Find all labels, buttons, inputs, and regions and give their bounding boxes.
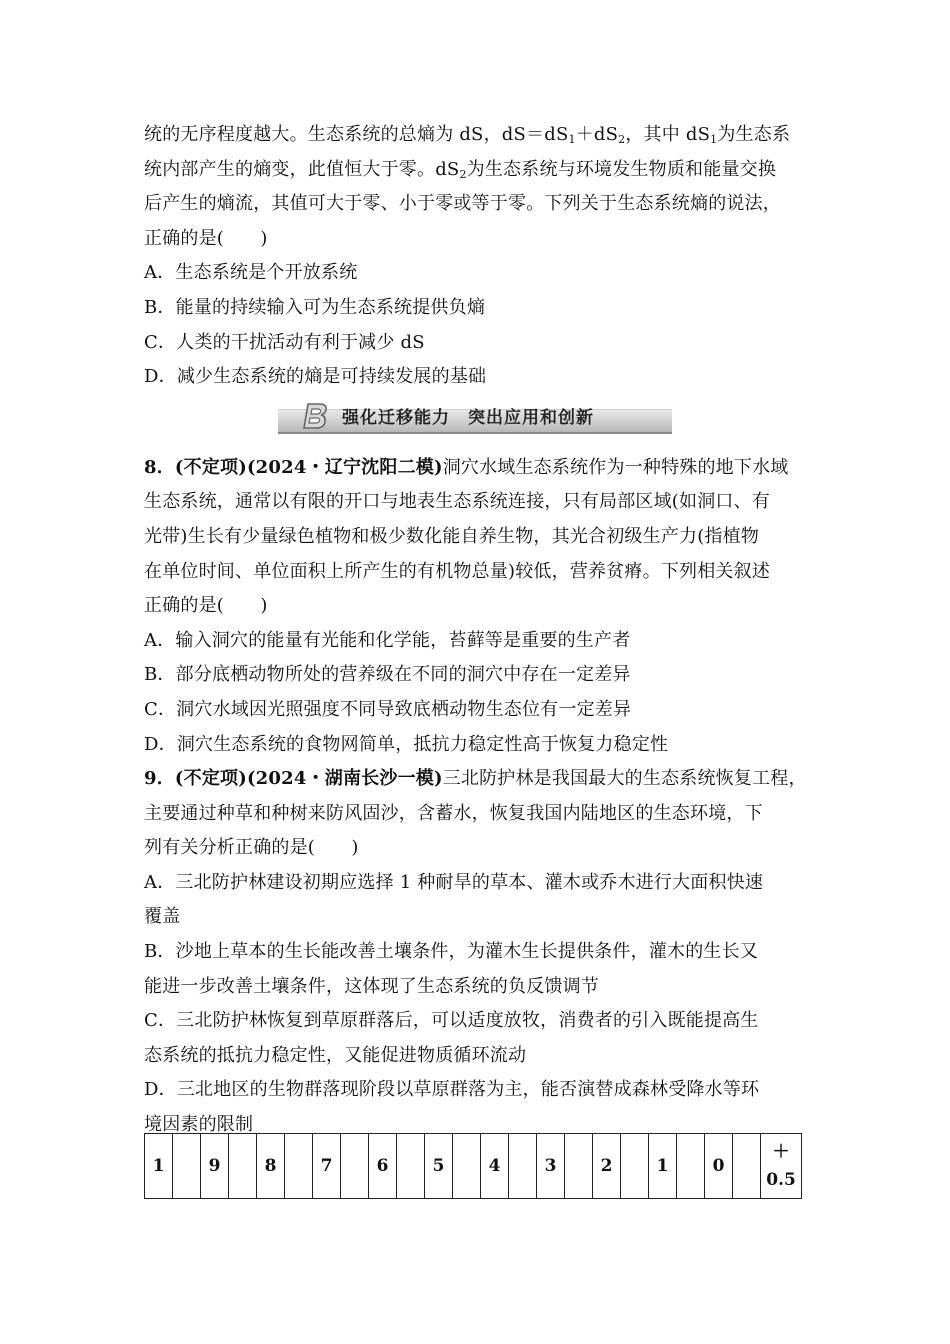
score-cell: 6 [369,1134,397,1199]
q9-option-b-cont: 能进一步改善土壤条件，这体现了生态系统的负反馈调节 [144,975,599,997]
text-span: 为生态系 [717,124,791,145]
score-cell-empty [565,1134,593,1199]
score-cell-empty [509,1134,537,1199]
q8-option-a: A．输入洞穴的能量有光能和化学能，苔藓等是重要的生产者 [144,629,631,651]
section-banner [144,397,814,441]
score-cell-empty [397,1134,425,1199]
text-span: 统内部产生的熵变，此值恒大于零。dS [144,158,460,180]
q8-stem-line-5: 正确的是( ) [144,595,268,617]
q8-stem-line-1 [144,451,814,486]
text-span: 三北防护林是我国最大的生态系统恢复工程， [442,768,807,790]
score-cell-empty [285,1134,313,1199]
page-content [144,118,814,1143]
score-cell: 4 [481,1134,509,1199]
q9-option-d: D．三北地区的生物群落现阶段以草原群落为主，能否演替成森林受降水等环 [144,1079,760,1101]
score-cell: 7 [313,1134,341,1199]
text-span: ＋dS [575,124,619,145]
score-cell-empty [677,1134,705,1199]
text-span: 为生态系统与环境发生物质和能量交换 [466,158,777,180]
subscript: 2 [459,167,467,181]
q9-option-c: C．三北防护林恢复到草原群落后，可以适度放牧，消费者的引入既能提高生 [144,1010,759,1032]
subscript: 1 [568,133,576,146]
q9-stem-line-3: 列有关分析正确的是( ) [144,837,359,859]
q9-option-a: A．三北防护林建设初期应选择 1 种耐旱的草本、灌木或乔木进行大面积快速 [144,871,764,893]
banner-title: 强化迁移能力 突出应用和创新 [342,407,594,428]
half-point: 0.5 [766,1170,796,1190]
q8-option-d: D．洞穴生态系统的食物网简单，抵抗力稳定性高于恢复力稳定性 [144,733,669,755]
q7-stem-line-3: 后产生的熵流，其值可大于零、小于零或等于零。下列关于生态系统熵的说法， [144,193,781,215]
q8-stem-line-2: 生态系统，通常以有限的开口与地表生态系统连接，只有局部区域(如洞口、有 [144,491,771,513]
q7-option-a: A．生态系统是个开放系统 [144,262,358,284]
score-cell: 8 [257,1134,285,1199]
q9-option-b: B．沙地上草本的生长能改善土壤条件，为灌木生长提供条件，灌木的生长又 [144,941,759,963]
plus-sign: ＋ [772,1142,790,1162]
score-cell-plus-half [761,1134,802,1199]
q9-option-a-cont: 覆盖 [144,906,181,928]
q9-label: 9．(不定项)(2024・湖南长沙一模) [144,768,443,790]
score-cell: 1 [145,1134,173,1199]
score-cell: 1 [649,1134,677,1199]
subscript: 2 [618,133,626,146]
q9-option-d-cont: 境因素的限制 [144,1114,254,1136]
score-cell: 5 [425,1134,453,1199]
text-span: 洞穴水域生态系统作为一种特殊的地下水域 [442,456,789,478]
q7-option-c: C．人类的干扰活动有利于减少 dS [144,331,425,353]
score-cell-empty [229,1134,257,1199]
q8-stem-line-4: 在单位时间、单位面积上所产生的有机物总量)较低，营养贫瘠。下列相关叙述 [144,560,771,582]
q7-stem-line-2 [144,153,814,188]
q9-stem-line-2: 主要通过种草和种树来防风固沙，含蓄水，恢复我国内陆地区的生态环境，下 [144,802,763,824]
score-cell: 0 [705,1134,733,1199]
score-cell: 2 [593,1134,621,1199]
q8-option-b: B．部分底栖动物所处的营养级在不同的洞穴中存在一定差异 [144,664,631,686]
q8-stem-line-3: 光带)生长有少量绿色植物和极少数化能自养生物，其光合初级生产力(指植物 [144,525,760,547]
score-cell: 9 [201,1134,229,1199]
q8-option-c: C．洞穴水域因光照强度不同导致底栖动物生态位有一定差异 [144,698,632,720]
letter-b-logo-icon [302,401,330,431]
score-table [144,1133,802,1199]
score-cell-empty [173,1134,201,1199]
q7-stem-line-4: 正确的是( ) [144,227,268,249]
score-cell-empty [621,1134,649,1199]
subscript: 1 [710,133,718,146]
score-cell-empty [341,1134,369,1199]
score-cell-empty [733,1134,761,1199]
text-span: ，其中 dS [625,124,711,145]
q7-option-b: B．能量的持续输入可为生态系统提供负熵 [144,296,486,318]
q7-option-d: D．减少生态系统的熵是可持续发展的基础 [144,366,487,388]
q8-label: 8．(不定项)(2024・辽宁沈阳二模) [144,456,443,478]
score-cell: 3 [537,1134,565,1199]
q7-stem-line-1 [144,118,814,153]
score-row [145,1134,802,1199]
text-span: 统的无序程度越大。生态系统的总熵为 dS，dS＝dS [144,124,569,145]
q9-option-c-cont: 态系统的抵抗力稳定性，又能促进物质循环流动 [144,1044,527,1066]
score-cell-empty [453,1134,481,1199]
q9-stem-line-1 [144,762,814,797]
